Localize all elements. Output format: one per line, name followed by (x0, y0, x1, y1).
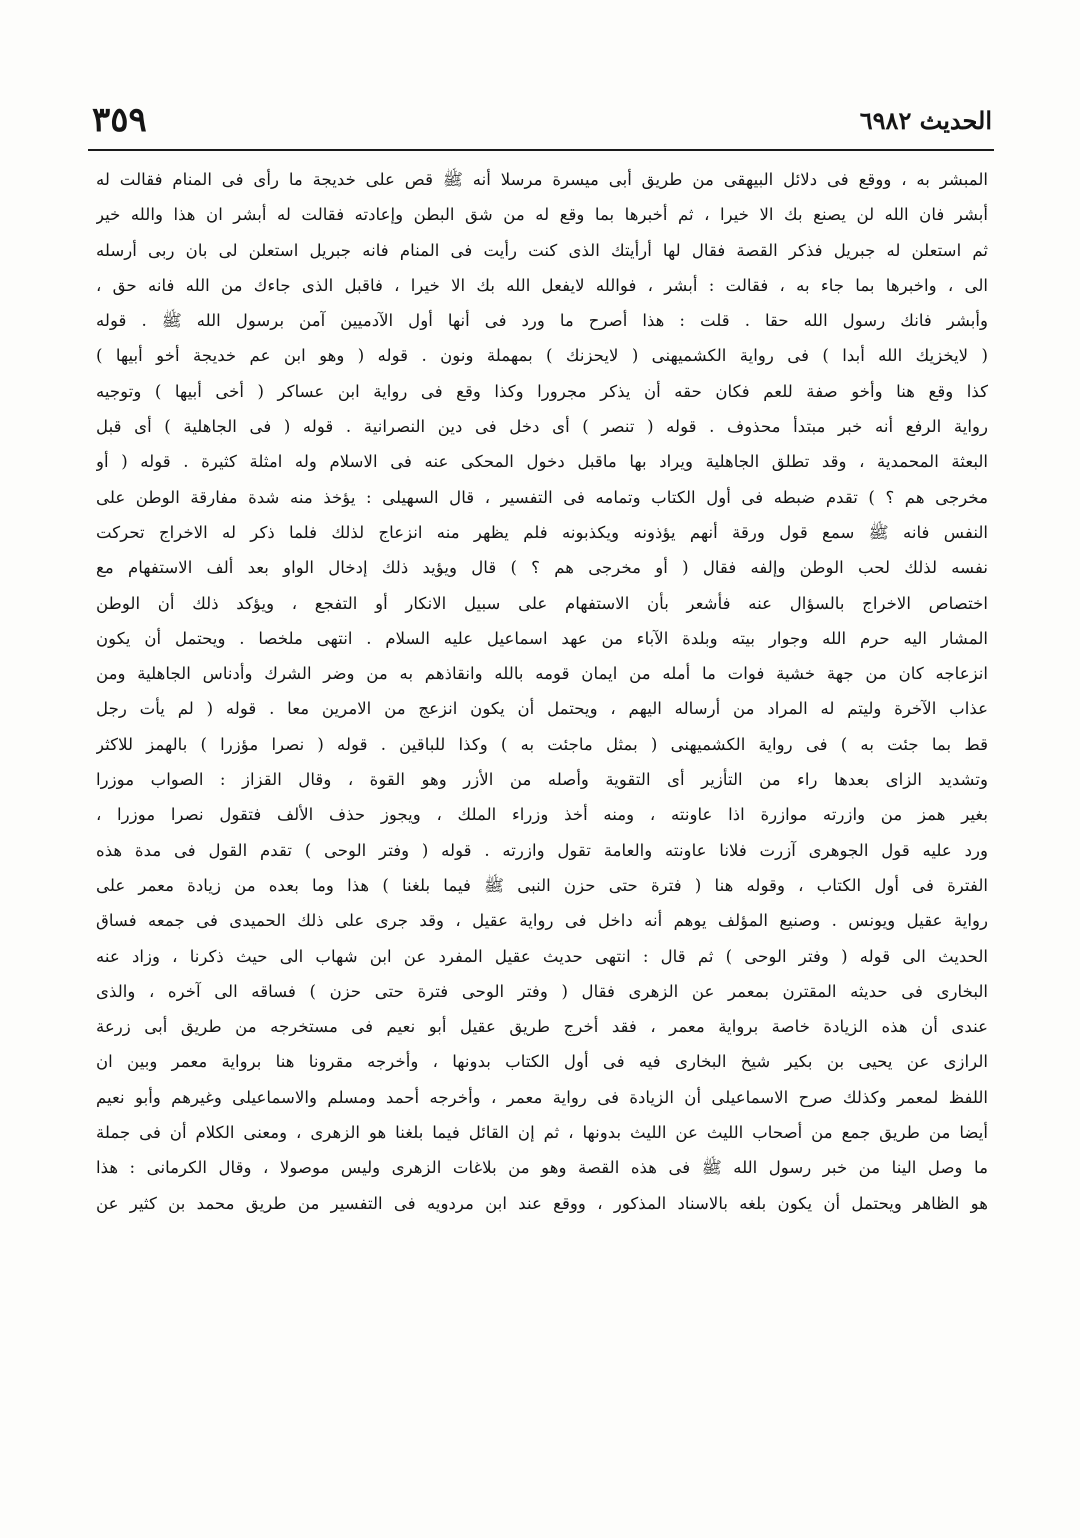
text-line: اللفظ لمعمر وكذلك صرح الاسماعيلى أن الزيادة فى رواية معمر ، وأخرجه أحمد ومسلم والاسماعيلى وغيرهم وأبو نعيم (96, 1087, 988, 1107)
text-line: ما وصل الينا من خبر رسول الله ﷺ فى هذه القصة وهو من بلاغات الزهرى وليس موصولا ، وقال الكرمانى : هذا (96, 1158, 988, 1178)
text-line: الفترة فى أول الكتاب ، وقوله هنا ( فترة حتى حزن النبى ﷺ فيما بلغنا ) هذا وما بعده من زيادة معمر على (96, 875, 988, 895)
header-rule (88, 149, 994, 151)
text-line: انزعاجه كان من جهة خشية فوات ما أمله من ايمان قومه بالله وانقاذهم به من وضر الشرك وأدناس الجاهلية ومن (96, 664, 988, 684)
text-line: نفسه لذلك لحب الوطن وإلفه فقال ( أو مخرجى هم ؟ ) قال ويؤيد ذلك إدخال الواو بعد ألف الاستفهام مع (96, 558, 988, 578)
text-line: عندى أن هذه الزيادة خاصة برواية معمر ، فقد أخرج طريق عقيل أبو نعيم فى مستخرجه من طريق أبى زرعة (96, 1017, 988, 1037)
text-line: بغير همز من وازرته موازرة اذا عاونته ، ومنه أخذ وزراء الملك ، ويجوز حذف الألف فتقول نصرا موزرا ، (96, 805, 988, 825)
text-line: رواية الرفع أنه خبر مبتدأ محذوف . قوله ( تنصر ) أى دخل فى دين النصرانية . قوله ( فى الجاهلية ) أى قبل (96, 417, 988, 437)
text-line: اختصاص الاخراج بالسؤال عنه فأشعر بأن الاستفهام على سبيل الانكار أو التفجع ، ويؤكد ذلك أن الوطن (96, 593, 988, 613)
text-line: هو الظاهر ويحتمل أن يكون بلغه بالاسناد المذكور ، ووقع عند ابن مردويه فى التفسير من طريق محمد بن كثير عن (96, 1193, 988, 1213)
text-line: وأبشر فانك رسول الله حقا . قلت : هذا أصرح ما ورد فى أنها أول الآدميين آمن برسول الله ﷺ . قوله (96, 311, 988, 331)
text-line: ثم استعلن له جبريل فذكر القصة فقال لها أرأيتك الذى كنت رأيت فى المنام فانه جبريل استعلن لى بان ربى أرسله (96, 240, 988, 260)
text-line: النفس فانه ﷺ سمع قول ورقة أنهم يؤذونه ويكذبونه فلم يظهر منه انزعاج لذلك فلما ذكر له الاخراج تحركت (96, 522, 988, 542)
text-line: مخرجى هم ؟ ) تقدم ضبطه فى أول الكتاب وتمامه فى التفسير ، قال السهيلى : يؤخذ منه شدة مفارقة الوطن على (96, 487, 988, 507)
text-line: ( لايخزيك الله أبدا ) فى رواية الكشميهنى ( لايحزنك ) بمهملة ونون . قوله ( وهو ابن عم خديجة أخو أبيها ) (96, 346, 988, 366)
running-title: الحديث ٦٩٨٢ (859, 106, 992, 135)
body-text (96, 162, 988, 1538)
text-line: الحديث الى قوله ( وفتر الوحى ) ثم قال : انتهى حديث عقيل المفرد عن ابن شهاب الى حيث ذكرنا ، وزاد عنه (96, 946, 988, 966)
text-line: قط بما جئت به ) فى رواية الكشميهنى ( بمثل ماجئت به ) وكذا للباقين . قوله ( نصرا مؤزرا ) بالهمز للاكثر (96, 734, 988, 754)
text-line: ورد عليه قول الجوهرى آزرت فلانا عاونته والعامة تقول وازرته . قوله ( وفتر الوحى ) تقدم القول فى مدة هذه (96, 840, 988, 860)
text-line: أيضا من طريق جمع من أصحاب الليث عن الليث بدونها ، ثم إن القائل فيما بلغنا هو الزهرى ، ومعنى الكلام أن فى جملة (96, 1123, 988, 1143)
text-line: رواية عقيل ويونس . وصنيع المؤلف يوهم أنه داخل فى رواية عقيل ، وقد جرى على ذلك الحميدى فى جمعه فساق (96, 911, 988, 931)
text-line: البخارى فى حديثه المقترن بمعمر عن الزهرى فقال ( وفتر الوحى فترة حتى حزن ) فساقه الى آخره ، والذى (96, 981, 988, 1001)
text-line: وتشديد الزاى بعدها راء من التأزير أى التقوية وأصله من الأزر وهو القوة ، وقال القزاز : الصواب موزرا (96, 770, 988, 790)
text-line: المبشر به ، ووقع فى دلائل البيهقى من طريق أبى ميسرة مرسلا أنه ﷺ قص على خديجة ما رأى فى المنام فقالت له (96, 170, 988, 189)
text-line: البعثة المحمدية ، وقد تطلق الجاهلية ويراد بها ماقبل دخول المحكى عنه فى الاسلام وله امثلة كثيرة . قوله ( أو (96, 452, 988, 472)
text-line: المشار اليه حرم الله وجوار بيته وبلدة الآباء من عهد اسماعيل عليه السلام . انتهى ملخصا . ويحتمل أن يكون (96, 628, 988, 648)
text-line: أبشر فان الله لن يصنع بك الا خيرا ، ثم أخبرها بما وقع له من شق البطن وإعادته فقالت له أبشر ان هذا والله خير (96, 205, 988, 225)
page-number: ٣٥٩ (92, 100, 147, 140)
page-header (92, 100, 992, 146)
text-line: الى ، واخبرها بما جاء به ، فقالت : أبشر ، فوالله لايفعل الله بك الا خيرا ، فاقبل الذى جاءك من الله فانه حق ، (96, 275, 988, 295)
text-line: عذاب الآخرة وليتم له المراد من أرساله اليهم ، ويحتمل أن يكون انزعج من الامرين معا . قوله ( لم يأت رجل (96, 699, 988, 719)
text-line: كذا وقع هنا وأخو صفة للعم فكان حقه أن يذكر مجرورا وكذا وقع فى رواية ابن عساكر ( أخى أبيها ) وتوجيه (96, 381, 988, 401)
text-line: الرازى عن يحيى بن بكير شيخ البخارى فيه فى أول الكتاب بدونها ، وأخرجه مقرونا هنا برواية معمر وبين ان (96, 1052, 988, 1072)
